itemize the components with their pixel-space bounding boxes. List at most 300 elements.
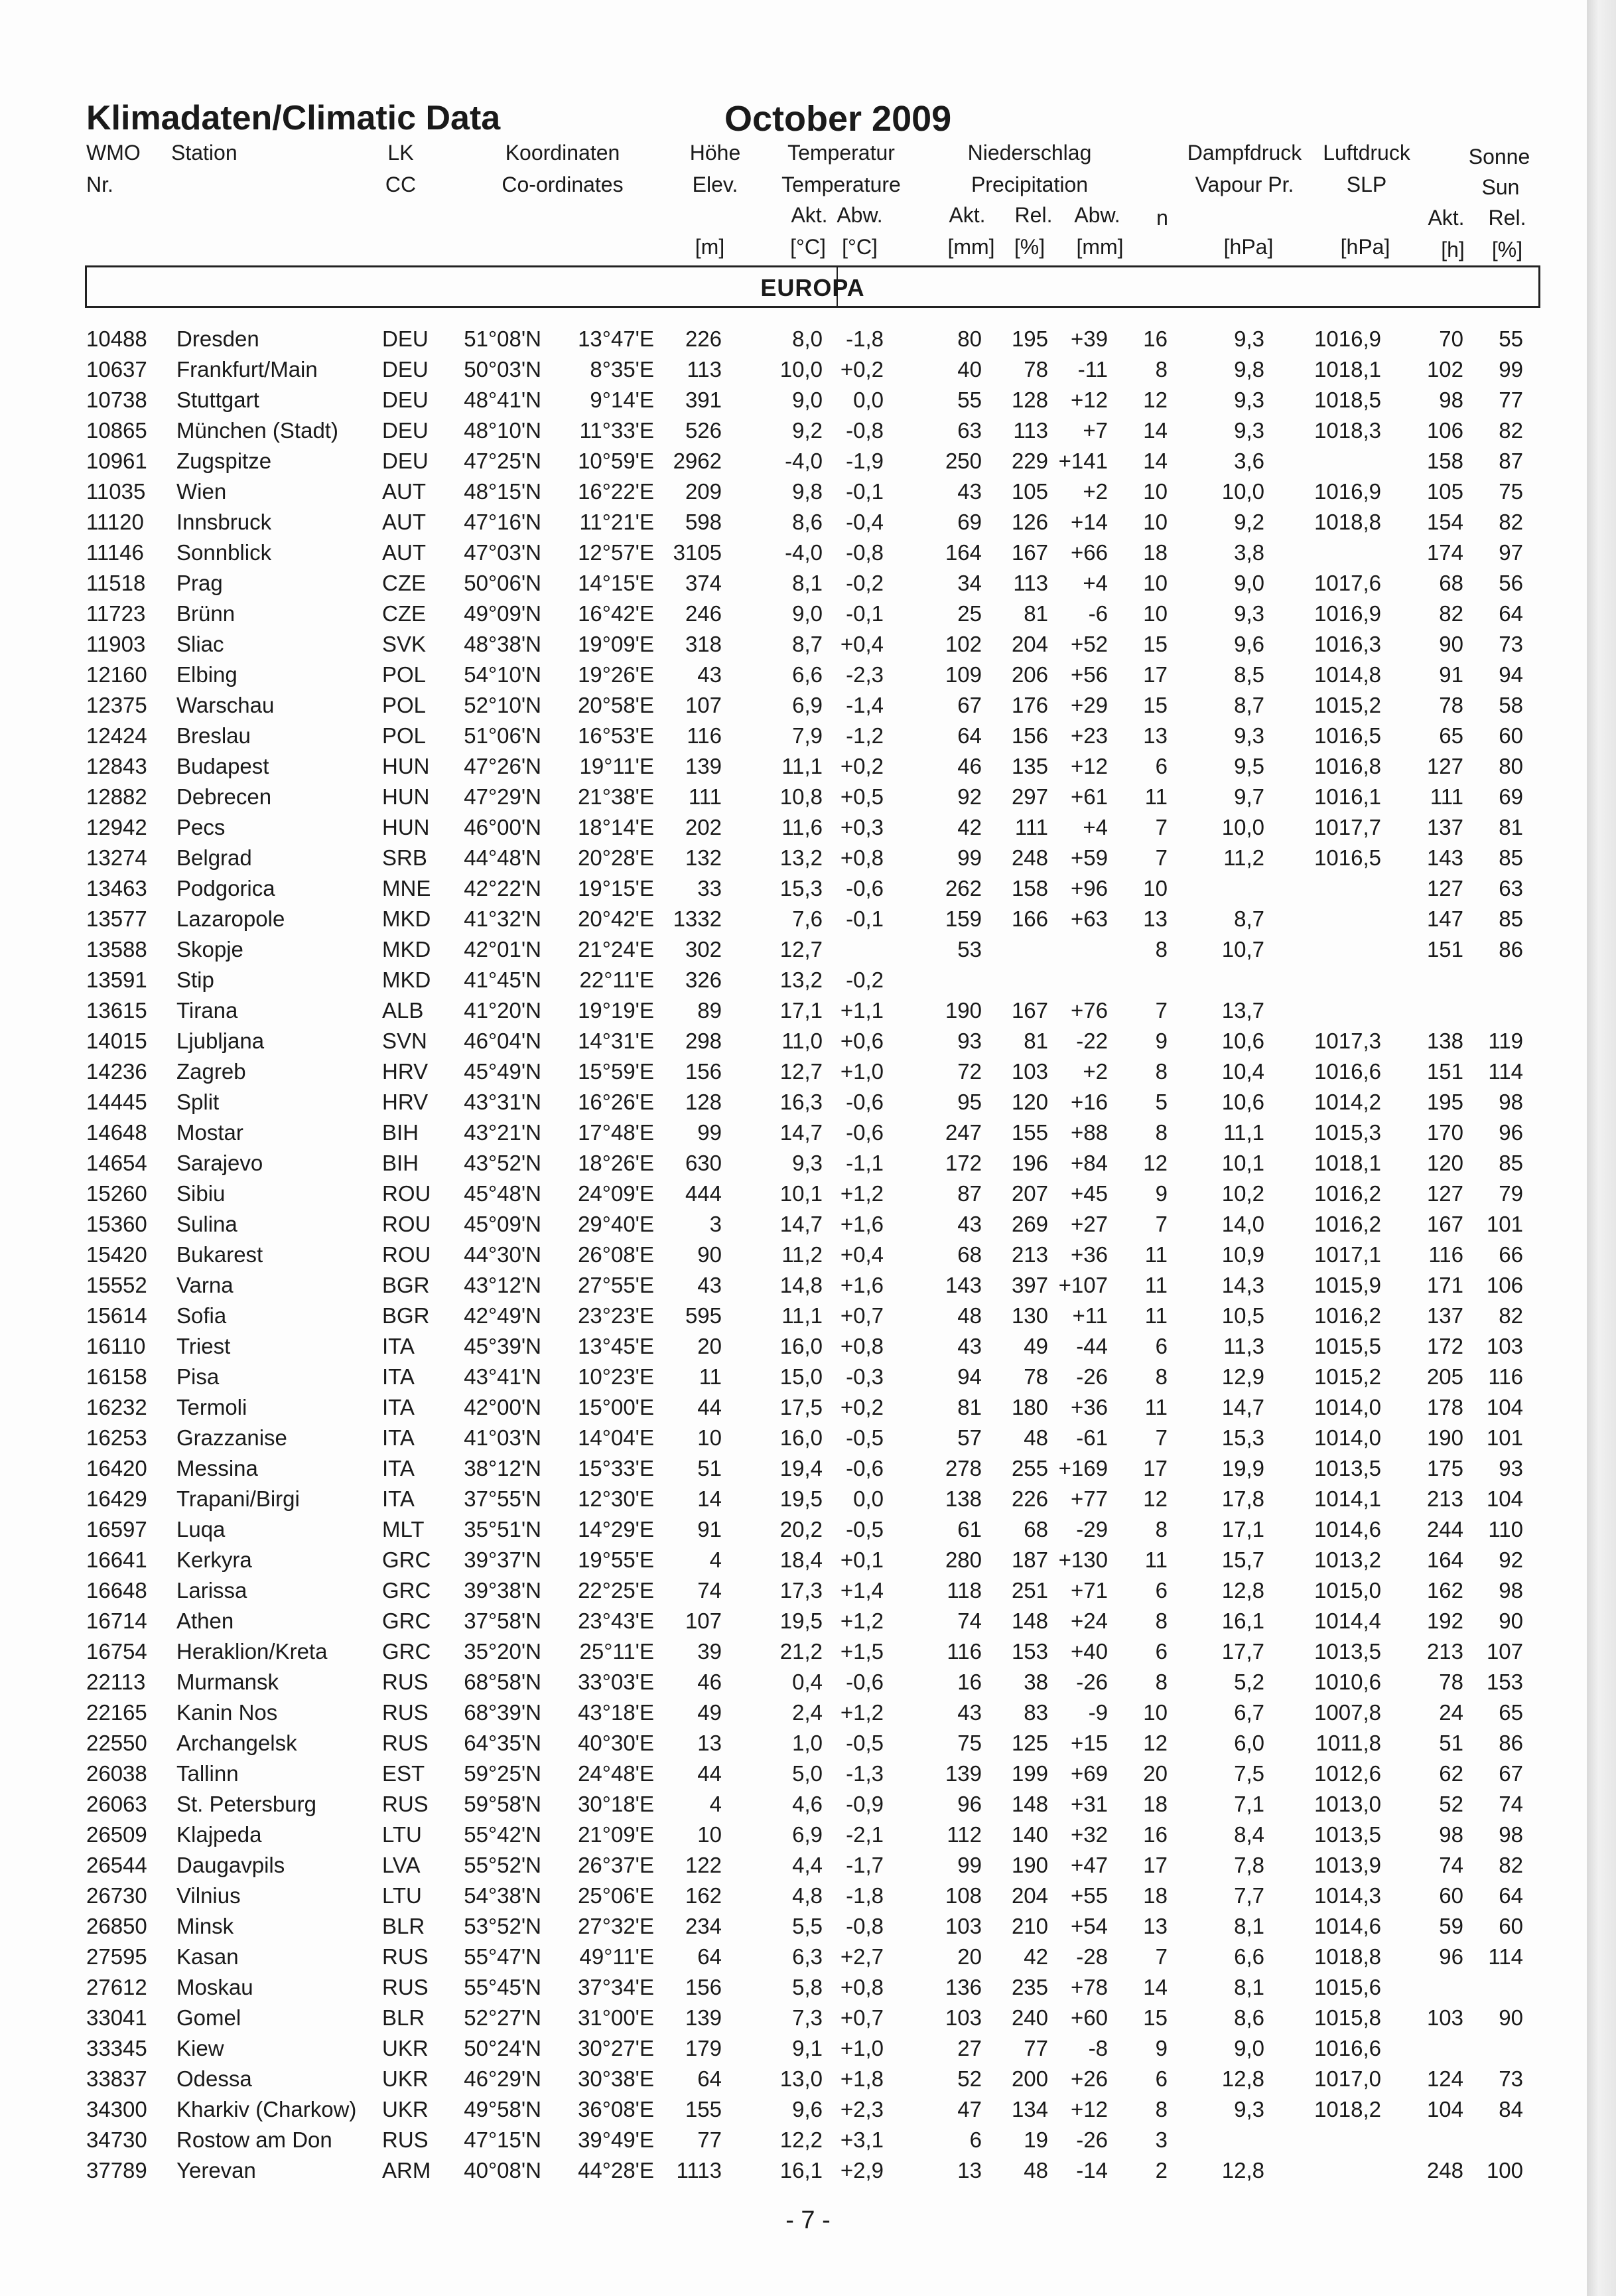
cell-prec-rel: 125 — [1011, 1731, 1048, 1755]
cell-station: Grazzanise — [176, 1425, 287, 1450]
cell-vapour: 9,0 — [1234, 2036, 1264, 2060]
cell-sun-rel: 104 — [1486, 1395, 1523, 1419]
cell-sun-akt: 248 — [1426, 2158, 1463, 2183]
cell-station: Vilnius — [176, 1883, 241, 1908]
cell-sun-akt: 170 — [1426, 1120, 1463, 1145]
page-number: - 7 - — [785, 2206, 831, 2234]
cell-latitude: 54°38'N — [464, 1883, 541, 1908]
table-row — [0, 568, 1587, 599]
cell-elevation: 444 — [685, 1181, 722, 1206]
cell-prec-abw: -28 — [1076, 1944, 1108, 1969]
cell-station: Rostow am Don — [176, 2127, 332, 2152]
cell-sun-rel: 80 — [1499, 754, 1523, 778]
cell-temp-akt: 8,7 — [792, 632, 823, 656]
cell-station: Termoli — [176, 1395, 247, 1419]
cell-sun-rel: 99 — [1499, 357, 1523, 382]
cell-latitude: 48°41'N — [464, 388, 541, 412]
cell-prec-abw: +45 — [1071, 1181, 1108, 1206]
cell-station: St. Petersburg — [176, 1792, 316, 1816]
cell-country: EST — [382, 1761, 425, 1786]
cell-prec-abw: +84 — [1071, 1151, 1108, 1175]
cell-wmo: 16641 — [86, 1547, 147, 1572]
cell-temp-akt: 8,0 — [792, 326, 823, 351]
cell-elevation: 246 — [685, 601, 722, 626]
cell-wmo: 12942 — [86, 815, 147, 839]
cell-vapour: 8,1 — [1234, 1914, 1264, 1938]
cell-temp-abw: +1,6 — [840, 1273, 884, 1297]
cell-wmo: 11035 — [86, 479, 146, 504]
cell-longitude: 19°11'E — [579, 754, 654, 778]
cell-elevation: 43 — [697, 1273, 722, 1297]
cell-pressure: 1016,9 — [1314, 601, 1381, 626]
cell-country: RUS — [382, 1731, 429, 1755]
document-title: Klimadaten/Climatic Data — [86, 99, 501, 137]
cell-prec-abw: +141 — [1058, 449, 1108, 473]
cell-elevation: 90 — [697, 1242, 722, 1267]
cell-station: Moskau — [176, 1975, 253, 1999]
cell-prec-abw: +24 — [1071, 1609, 1108, 1633]
cell-longitude: 43°18'E — [578, 1700, 654, 1725]
table-row — [0, 2003, 1587, 2033]
cell-temp-abw: +1,2 — [840, 1700, 884, 1725]
cell-longitude: 31°00'E — [578, 2005, 654, 2030]
table-row — [0, 1179, 1587, 1209]
cell-country: DEU — [382, 449, 429, 473]
cell-prec-n: 6 — [1155, 1639, 1168, 1664]
cell-temp-akt: 13,0 — [779, 2066, 823, 2091]
cell-prec-rel: 134 — [1011, 2097, 1048, 2121]
cell-elevation: 4 — [709, 1547, 722, 1572]
cell-vapour: 6,0 — [1234, 1731, 1264, 1755]
cell-vapour: 5,2 — [1234, 1670, 1264, 1694]
cell-station: Mostar — [176, 1120, 243, 1145]
cell-temp-abw: -1,9 — [846, 449, 884, 473]
table-row — [0, 1636, 1587, 1667]
unit-sun-akt: [h] — [1441, 238, 1465, 261]
cell-temp-akt: 13,2 — [779, 968, 823, 992]
cell-longitude: 14°15'E — [578, 571, 654, 595]
table-row — [0, 2064, 1587, 2094]
cell-prec-akt: 52 — [957, 2066, 982, 2091]
cell-prec-n: 18 — [1143, 1792, 1168, 1816]
table-row — [0, 1362, 1587, 1392]
cell-wmo: 37789 — [86, 2158, 147, 2183]
cell-temp-akt: 14,8 — [779, 1273, 823, 1297]
cell-country: DEU — [382, 418, 429, 443]
cell-sun-rel: 56 — [1499, 571, 1523, 595]
cell-prec-akt: 74 — [957, 1609, 982, 1633]
cell-prec-abw: +14 — [1071, 510, 1108, 534]
table-row — [0, 1423, 1587, 1453]
cell-country: ITA — [382, 1364, 415, 1389]
table-row — [0, 904, 1587, 934]
cell-country: BGR — [382, 1303, 430, 1328]
cell-pressure: 1017,0 — [1314, 2066, 1381, 2091]
cell-sun-rel: 63 — [1499, 876, 1523, 900]
cell-prec-akt: 159 — [945, 906, 982, 931]
cell-temp-akt: 15,0 — [779, 1364, 823, 1389]
table-row — [0, 1942, 1587, 1972]
cell-prec-abw: +47 — [1071, 1853, 1108, 1877]
cell-temp-abw: -0,6 — [846, 1670, 884, 1694]
cell-elevation: 43 — [697, 662, 722, 687]
cell-sun-rel: 90 — [1499, 1609, 1523, 1633]
cell-prec-abw: +12 — [1071, 754, 1108, 778]
cell-elevation: 391 — [685, 388, 722, 412]
cell-prec-abw: +26 — [1071, 2066, 1108, 2091]
table-row — [0, 2125, 1587, 2155]
cell-latitude: 50°24'N — [464, 2036, 541, 2060]
cell-station: Debrecen — [176, 784, 272, 809]
cell-prec-abw: +76 — [1071, 998, 1108, 1023]
cell-temp-abw: -1,3 — [846, 1761, 884, 1786]
cell-prec-rel: 153 — [1011, 1639, 1048, 1664]
cell-temp-abw: -1,7 — [846, 1853, 884, 1877]
cell-prec-akt: 278 — [945, 1456, 982, 1480]
table-row — [0, 2094, 1587, 2125]
cell-pressure: 1014,0 — [1314, 1425, 1381, 1450]
cell-prec-rel: 213 — [1011, 1242, 1048, 1267]
cell-wmo: 11723 — [86, 601, 146, 626]
cell-latitude: 39°37'N — [464, 1547, 541, 1572]
cell-pressure: 1016,9 — [1314, 479, 1381, 504]
cell-temp-abw: -0,6 — [846, 1120, 884, 1145]
cell-country: MLT — [382, 1517, 425, 1542]
unit-vapour: [hPa] — [1223, 235, 1274, 259]
table-row — [0, 2033, 1587, 2064]
cell-sun-akt: 244 — [1426, 1517, 1463, 1542]
cell-sun-akt: 213 — [1426, 1639, 1463, 1664]
cell-prec-rel: 397 — [1011, 1273, 1048, 1297]
cell-station: Heraklion/Kreta — [176, 1639, 328, 1664]
cell-sun-akt: 127 — [1426, 754, 1463, 778]
cell-vapour: 7,7 — [1234, 1883, 1264, 1908]
cell-pressure: 1018,5 — [1314, 388, 1381, 412]
cell-station: Wien — [176, 479, 227, 504]
cell-temp-akt: 16,0 — [779, 1334, 823, 1358]
cell-latitude: 59°58'N — [464, 1792, 541, 1816]
cell-country: MNE — [382, 876, 431, 900]
cell-vapour: 8,7 — [1234, 906, 1264, 931]
cell-elevation: 10 — [697, 1425, 722, 1450]
cell-pressure: 1018,1 — [1314, 1151, 1381, 1175]
cell-prec-rel: 166 — [1011, 906, 1048, 931]
table-row — [0, 1240, 1587, 1270]
cell-latitude: 49°58'N — [464, 2097, 541, 2121]
cell-latitude: 68°58'N — [464, 1670, 541, 1694]
cell-wmo: 15420 — [86, 1242, 147, 1267]
header-sun-en: Sun — [1481, 175, 1520, 199]
cell-station: Tirana — [176, 998, 238, 1023]
cell-prec-n: 5 — [1155, 1090, 1168, 1114]
cell-longitude: 11°21'E — [579, 510, 654, 534]
cell-longitude: 19°26'E — [578, 662, 654, 687]
cell-sun-rel: 82 — [1499, 1303, 1523, 1328]
cell-sun-rel: 87 — [1499, 449, 1523, 473]
cell-sun-akt: 68 — [1439, 571, 1463, 595]
cell-prec-n: 18 — [1143, 1883, 1168, 1908]
table-row — [0, 1453, 1587, 1484]
cell-longitude: 44°28'E — [578, 2158, 654, 2183]
cell-temp-abw: -2,3 — [846, 662, 884, 687]
cell-prec-abw: +61 — [1071, 784, 1108, 809]
cell-sun-akt: 52 — [1439, 1792, 1463, 1816]
cell-country: MKD — [382, 968, 431, 992]
cell-station: Athen — [176, 1609, 234, 1633]
cell-longitude: 15°33'E — [578, 1456, 654, 1480]
table-row — [0, 385, 1587, 415]
cell-longitude: 37°34'E — [578, 1975, 654, 1999]
cell-temp-abw: +0,2 — [840, 1395, 884, 1419]
cell-prec-akt: 47 — [957, 2097, 982, 2121]
cell-station: Lazaropole — [176, 906, 285, 931]
cell-vapour: 3,8 — [1234, 540, 1264, 565]
cell-elevation: 234 — [685, 1914, 722, 1938]
cell-elevation: 526 — [685, 418, 722, 443]
cell-temp-akt: 10,8 — [779, 784, 823, 809]
cell-country: BGR — [382, 1273, 430, 1297]
cell-wmo: 12160 — [86, 662, 147, 687]
cell-wmo: 33041 — [86, 2005, 147, 2030]
cell-prec-n: 8 — [1155, 1670, 1168, 1694]
cell-vapour: 9,6 — [1234, 632, 1264, 656]
table-row — [0, 1789, 1587, 1820]
cell-prec-n: 12 — [1143, 1731, 1168, 1755]
cell-pressure: 1014,6 — [1314, 1914, 1381, 1938]
cell-vapour: 9,7 — [1234, 784, 1264, 809]
cell-latitude: 41°20'N — [464, 998, 541, 1023]
cell-temp-akt: 20,2 — [779, 1517, 823, 1542]
cell-prec-abw: +16 — [1071, 1090, 1108, 1114]
header-sun-akt: Akt. — [1428, 206, 1465, 230]
cell-prec-akt: 69 — [957, 510, 982, 534]
cell-elevation: 77 — [697, 2127, 722, 2152]
cell-prec-rel: 190 — [1011, 1853, 1048, 1877]
cell-prec-akt: 75 — [957, 1731, 982, 1755]
cell-prec-akt: 164 — [945, 540, 982, 565]
cell-sun-akt: 98 — [1439, 388, 1463, 412]
cell-country: ITA — [382, 1425, 415, 1450]
cell-pressure: 1015,6 — [1314, 1975, 1381, 1999]
cell-temp-akt: 12,7 — [779, 937, 823, 962]
cell-sun-rel: 106 — [1486, 1273, 1523, 1297]
table-row — [0, 1728, 1587, 1758]
cell-elevation: 14 — [697, 1486, 722, 1511]
cell-longitude: 30°27'E — [578, 2036, 654, 2060]
cell-sun-rel: 86 — [1499, 937, 1523, 962]
cell-prec-abw: +52 — [1071, 632, 1108, 656]
cell-prec-n: 11 — [1144, 1395, 1168, 1419]
cell-sun-rel: 79 — [1499, 1181, 1523, 1206]
table-row — [0, 1484, 1587, 1514]
cell-temp-akt: 17,3 — [779, 1578, 823, 1603]
cell-prec-rel: 78 — [1024, 357, 1048, 382]
table-row — [0, 812, 1587, 843]
cell-temp-abw: -0,8 — [846, 1914, 884, 1938]
cell-latitude: 43°52'N — [464, 1151, 541, 1175]
cell-sun-akt: 90 — [1439, 632, 1463, 656]
cell-latitude: 41°32'N — [464, 906, 541, 931]
cell-wmo: 16429 — [86, 1486, 147, 1511]
cell-prec-n: 11 — [1144, 1242, 1168, 1267]
cell-prec-akt: 109 — [945, 662, 982, 687]
cell-temp-abw: +0,8 — [840, 845, 884, 870]
cell-wmo: 15260 — [86, 1181, 147, 1206]
cell-temp-akt: 14,7 — [779, 1212, 823, 1236]
cell-vapour: 6,7 — [1234, 1700, 1264, 1725]
cell-prec-akt: 116 — [947, 1639, 982, 1664]
cell-sun-rel: 73 — [1499, 2066, 1523, 2091]
cell-temp-akt: 11,6 — [781, 815, 823, 839]
cell-longitude: 25°11'E — [579, 1639, 654, 1664]
header-pressure: Luftdruck — [1323, 141, 1410, 165]
table-row — [0, 782, 1587, 812]
table-row — [0, 1056, 1587, 1087]
cell-elevation: 13 — [697, 1731, 722, 1755]
cell-elevation: 33 — [697, 876, 722, 900]
cell-latitude: 59°25'N — [464, 1761, 541, 1786]
unit-sun-rel: [%] — [1491, 238, 1523, 261]
cell-elevation: 99 — [697, 1120, 722, 1145]
cell-vapour: 9,5 — [1234, 754, 1264, 778]
cell-longitude: 20°28'E — [578, 845, 654, 870]
cell-pressure: 1012,6 — [1314, 1761, 1381, 1786]
cell-prec-n: 10 — [1143, 510, 1168, 534]
cell-temp-akt: 9,3 — [792, 1151, 823, 1175]
cell-temp-abw: -1,4 — [846, 693, 884, 717]
cell-temp-akt: 19,5 — [779, 1486, 823, 1511]
cell-sun-akt: 105 — [1426, 479, 1463, 504]
cell-prec-rel: 200 — [1011, 2066, 1048, 2091]
cell-vapour: 9,8 — [1234, 357, 1264, 382]
cell-prec-akt: 99 — [957, 845, 982, 870]
cell-elevation: 162 — [685, 1883, 722, 1908]
cell-country: HUN — [382, 784, 430, 809]
cell-temp-akt: 5,5 — [792, 1914, 823, 1938]
cell-longitude: 26°08'E — [578, 1242, 654, 1267]
cell-prec-rel: 113 — [1013, 418, 1048, 443]
cell-prec-n: 7 — [1155, 1944, 1168, 1969]
cell-country: LTU — [382, 1822, 422, 1847]
cell-station: Elbing — [176, 662, 237, 687]
cell-vapour: 10,5 — [1221, 1303, 1264, 1328]
cell-vapour: 8,5 — [1234, 662, 1264, 687]
cell-temp-akt: 5,8 — [792, 1975, 823, 1999]
cell-prec-abw: -26 — [1076, 1364, 1108, 1389]
cell-sun-rel: 82 — [1499, 1853, 1523, 1877]
cell-latitude: 45°48'N — [464, 1181, 541, 1206]
unit-elevation: [m] — [695, 235, 725, 259]
cell-station: Sofia — [176, 1303, 227, 1328]
cell-wmo: 26063 — [86, 1792, 147, 1816]
cell-prec-akt: 67 — [957, 693, 982, 717]
cell-prec-n: 15 — [1143, 693, 1168, 717]
cell-prec-akt: 280 — [945, 1547, 982, 1572]
cell-temp-abw: +0,8 — [840, 1975, 884, 1999]
cell-sun-akt: 172 — [1426, 1334, 1463, 1358]
cell-longitude: 18°26'E — [578, 1151, 654, 1175]
cell-temp-akt: 9,1 — [792, 2036, 823, 2060]
cell-prec-n: 11 — [1144, 1547, 1168, 1572]
header-temperature: Temperatur — [787, 141, 895, 165]
cell-latitude: 48°38'N — [464, 632, 541, 656]
cell-country: ALB — [382, 998, 424, 1023]
cell-vapour: 11,3 — [1223, 1334, 1264, 1358]
cell-temp-abw: +1,2 — [840, 1181, 884, 1206]
cell-longitude: 10°59'E — [578, 449, 654, 473]
cell-sun-rel: 58 — [1499, 693, 1523, 717]
cell-longitude: 12°57'E — [578, 540, 654, 565]
cell-wmo: 16597 — [86, 1517, 147, 1542]
cell-longitude: 21°24'E — [578, 937, 654, 962]
cell-latitude: 45°39'N — [464, 1334, 541, 1358]
cell-country: MKD — [382, 937, 431, 962]
cell-sun-akt: 178 — [1426, 1395, 1463, 1419]
cell-sun-rel: 82 — [1499, 510, 1523, 534]
cell-temp-akt: 16,1 — [779, 2158, 823, 2183]
header-pressure-en: SLP — [1346, 173, 1387, 196]
cell-temp-abw: +0,2 — [840, 357, 884, 382]
cell-temp-akt: 18,4 — [779, 1547, 823, 1572]
cell-elevation: 11 — [699, 1364, 722, 1389]
cell-station: Yerevan — [176, 2158, 256, 2183]
cell-sun-akt: 147 — [1426, 906, 1463, 931]
cell-prec-rel: 199 — [1011, 1761, 1048, 1786]
cell-vapour: 15,3 — [1221, 1425, 1264, 1450]
cell-prec-rel: 78 — [1024, 1364, 1048, 1389]
cell-vapour: 12,8 — [1221, 1578, 1264, 1603]
cell-sun-rel: 85 — [1499, 906, 1523, 931]
cell-wmo: 14654 — [86, 1151, 147, 1175]
cell-pressure: 1016,2 — [1314, 1181, 1381, 1206]
cell-station: Podgorica — [176, 876, 275, 900]
cell-country: CZE — [382, 571, 426, 595]
header-precipitation-en: Precipitation — [971, 173, 1089, 196]
cell-station: Belgrad — [176, 845, 252, 870]
cell-longitude: 33°03'E — [578, 1670, 654, 1694]
cell-prec-n: 6 — [1155, 754, 1168, 778]
cell-longitude: 25°06'E — [578, 1883, 654, 1908]
cell-country: POL — [382, 693, 427, 717]
table-row — [0, 538, 1587, 568]
cell-prec-n: 2 — [1155, 2158, 1168, 2183]
cell-prec-rel: 156 — [1011, 723, 1048, 748]
table-row — [0, 843, 1587, 873]
unit-temp-abw: [°C] — [842, 235, 878, 259]
cell-temp-abw: +0,4 — [840, 632, 884, 656]
cell-longitude: 17°48'E — [578, 1120, 654, 1145]
cell-elevation: 155 — [685, 2097, 722, 2121]
cell-sun-akt: 190 — [1426, 1425, 1463, 1450]
cell-sun-rel: 101 — [1486, 1212, 1523, 1236]
cell-sun-rel: 92 — [1499, 1547, 1523, 1572]
cell-prec-abw: +63 — [1071, 906, 1108, 931]
cell-elevation: 3105 — [673, 540, 722, 565]
cell-prec-abw: +54 — [1071, 1914, 1108, 1938]
cell-prec-n: 7 — [1155, 815, 1168, 839]
cell-temp-akt: 11,1 — [781, 754, 823, 778]
cell-sun-akt: 164 — [1426, 1547, 1463, 1572]
cell-latitude: 47°03'N — [464, 540, 541, 565]
cell-prec-abw: +107 — [1058, 1273, 1108, 1297]
header-vapour: Dampfdruck — [1187, 141, 1302, 165]
cell-longitude: 22°11'E — [579, 968, 654, 992]
cell-longitude: 29°40'E — [578, 1212, 654, 1236]
cell-prec-rel: 81 — [1024, 1029, 1048, 1053]
cell-vapour: 9,2 — [1234, 510, 1264, 534]
cell-latitude: 46°00'N — [464, 815, 541, 839]
table-row — [0, 721, 1587, 751]
